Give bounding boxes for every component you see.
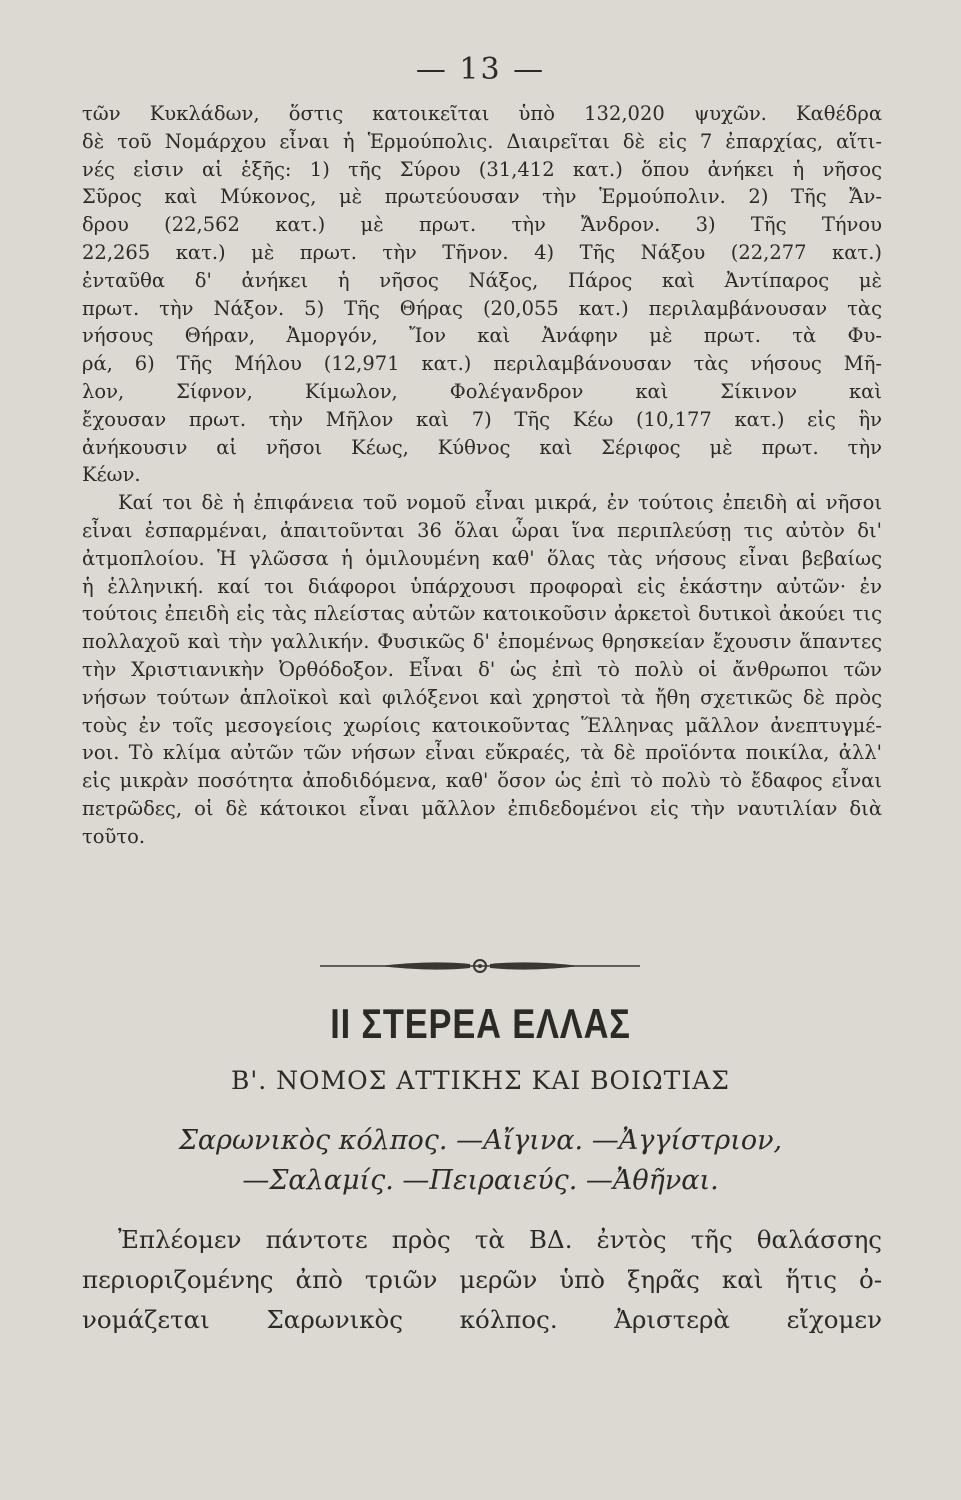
text-line: πετρῶδες, οἱ δὲ κάτοικοι εἶναι μᾶλλον ἐπιδεδομένοι εἰς τὴν ναυτιλίαν διὰ bbox=[82, 796, 882, 820]
text-line: πολλαχοῦ καὶ τὴν γαλλικήν. Φυσικῶς δ' ἐπομένως θρησκείαν ἔχουσιν ἅπαντες bbox=[82, 630, 882, 654]
text-line: Ἐπλέομεν πάντοτε πρὸς τὰ ΒΔ. ἐντὸς τῆς θαλάσσης bbox=[118, 1225, 882, 1254]
text-line: νοι. Τὸ κλίμα αὐτῶν τῶν νήσων εἶναι εὔκραές, τὰ δὲ προϊόντα ποικίλα, ἀλλ' bbox=[82, 741, 882, 765]
text-line: τούτοις ἐπειδὴ εἰς τὰς πλείστας αὐτῶν κατοικοῦσιν ἀρκετοὶ δυτικοὶ ἀκούει τις bbox=[82, 602, 882, 626]
text-line: Σῦρος καὶ Μύκονος, μὲ πρωτεύουσαν τὴν Ἑρμούπολιν. 2) Τῆς Ἄν- bbox=[82, 185, 882, 209]
text-line: λον, Σίφνον, Κίμωλον, Φολέγανδρον καὶ Σίκινον καὶ bbox=[82, 379, 882, 403]
text-line: νήσους Θήραν, Ἀμοργόν, Ἴον καὶ Ἀνάφην μὲ πρωτ. τὰ Φυ- bbox=[82, 324, 882, 348]
text-line: νήσων τούτων ἁπλοϊκοὶ καὶ φιλόξενοι καὶ χρηστοὶ τὰ ἤθη σχετικῶς δὲ πρὸς bbox=[82, 685, 882, 709]
places-line-2: —Σαλαμίς. —Πειραιεύς. —Ἀθῆναι. bbox=[242, 1165, 719, 1196]
text-line: δὲ τοῦ Νομάρχου εἶναι ἡ Ἑρμούπολις. Διαιρεῖται δὲ εἰς 7 ἐπαρχίας, αἵτι- bbox=[82, 129, 882, 153]
text-line: ἡ ἑλληνική. καί τοι διάφοροι ὑπάρχουσι προφοραὶ εἰς ἑκάστην αὐτῶν· ἐν bbox=[82, 574, 882, 598]
text-line: πρωτ. τὴν Νάξον. 5) Τῆς Θήρας (20,055 κατ.) περιλαμβάνουσαν τὰς bbox=[82, 296, 882, 320]
ornament-divider-icon bbox=[320, 956, 640, 976]
text-line: ρά, 6) Τῆς Μήλου (12,971 κατ.) περιλαμβάνουσαν τὰς νήσους Μῆ- bbox=[82, 352, 882, 376]
text-line: εἰς μικρὰν ποσότητα ἀποδιδόμενα, καθ' ὅσον ὡς ἐπὶ τὸ πολὺ τὸ ἔδαφος εἶναι bbox=[82, 769, 882, 793]
text-line: Καί τοι δὲ ἡ ἐπιφάνεια τοῦ νομοῦ εἶναι μικρά, ἐν τούτοις ἐπειδὴ αἱ νῆσοι bbox=[118, 491, 882, 515]
text-line: Κέων. bbox=[82, 463, 141, 487]
text-line: 22,265 κατ.) μὲ πρωτ. τὴν Τῆνον. 4) Τῆς Νάξου (22,277 κατ.) bbox=[82, 240, 882, 264]
text-line: τῶν Κυκλάδων, ὅστις κατοικεῖται ὑπὸ 132,020 ψυχῶν. Καθέδρα bbox=[82, 102, 882, 125]
text-line: τοὺς ἐν τοῖς μεσογείοις χωρίοις κατοικοῦντας Ἕλληνας μᾶλλον ἀνεπτυγμέ- bbox=[82, 713, 882, 737]
text-line: ἀτμοπλοίου. Ἡ γλῶσσα ἡ ὁμιλουμένη καθ' ὅλας τὰς νήσους εἶναι βεβαίως bbox=[82, 546, 882, 570]
section-subtitle: Β'. ΝΟΜΟΣ ΑΤΤΙΚΗΣ ΚΑΙ ΒΟΙΩΤΙΑΣ bbox=[231, 1066, 730, 1095]
text-line: περιοριζομένης ἀπὸ τριῶν μερῶν ὑπὸ ξηρᾶς καὶ ἥτις ὀ- bbox=[82, 1265, 882, 1294]
text-line: τοῦτο. bbox=[82, 824, 146, 848]
body-paragraph bbox=[82, 100, 882, 851]
text-line: ἀνήκουσιν αἱ νῆσοι Κέως, Κύθνος καὶ Σέριφος μὲ πρωτ. τὴν bbox=[82, 435, 882, 459]
text-line: δρου (22,562 κατ.) μὲ πρωτ. τὴν Ἄνδρον. 3) Τῆς Τήνου bbox=[82, 213, 882, 237]
text-line: νομάζεται Σαρωνικὸς κόλπος. Ἀριστερὰ εἴχομεν bbox=[82, 1305, 882, 1334]
section-paragraph bbox=[82, 1220, 882, 1340]
page-number: — 13 — bbox=[415, 52, 546, 87]
places-line-1: Σαρωνικὸς κόλπος. —Αἴγινα. —Ἀγγίστριον, bbox=[178, 1125, 783, 1156]
text-line: νές εἰσιν αἱ ἑξῆς: 1) τῆς Σύρου (31,412 κατ.) ὅπου ἀνήκει ἡ νῆσος bbox=[82, 157, 882, 181]
text-line: ἐνταῦθα δ' ἀνήκει ἡ νῆσος Νάξος, Πάρος καὶ Ἀντίπαρος μὲ bbox=[82, 268, 882, 292]
text-line: ἔχουσαν πρωτ. τὴν Μῆλον καὶ 7) Τῆς Κέω (10,177 κατ.) εἰς ἣν bbox=[82, 407, 882, 431]
text-line: τὴν Χριστιανικὴν Ὀρθόδοξον. Εἶναι δ' ὡς ἐπὶ τὸ πολὺ οἱ ἄνθρωποι τῶν bbox=[82, 657, 882, 681]
section-title: II ΣΤΕΡΕΑ ΕΛΛΑΣ bbox=[330, 1000, 631, 1047]
text-line: εἶναι ἐσπαρμέναι, ἀπαιτοῦνται 36 ὅλαι ὧραι ἵνα περιπλεύσῃ τις αὐτὸν δι' bbox=[82, 518, 882, 542]
